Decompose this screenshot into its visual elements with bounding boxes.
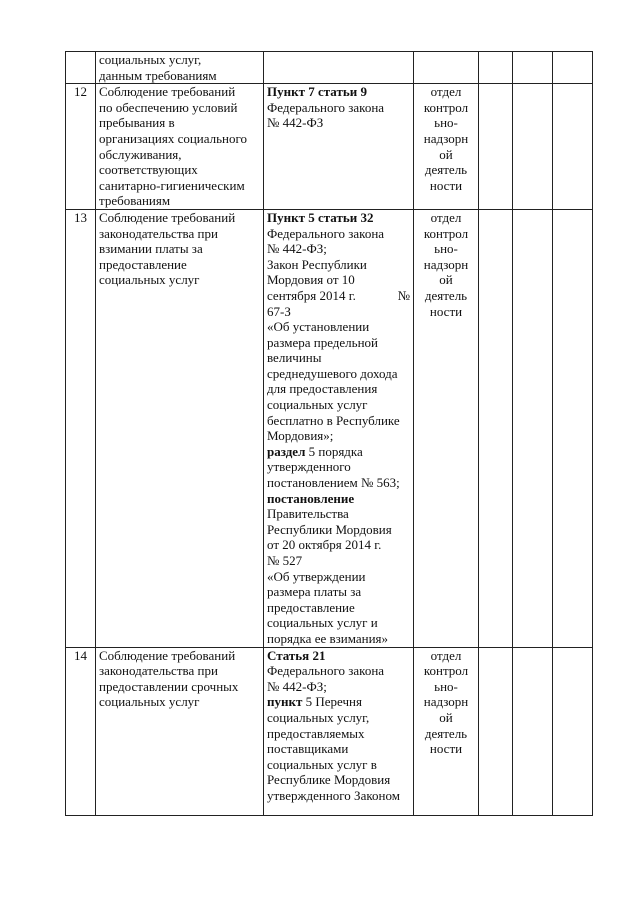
requirement-line: Соблюдение требований [99, 84, 236, 100]
row-number: 14 [74, 647, 87, 663]
legal-basis-line [267, 710, 410, 726]
requirement-cell [96, 52, 264, 84]
requirement-line: социальных услуг, [99, 52, 202, 67]
legal-basis-text: порядка ее взимания» [267, 630, 389, 646]
requirement-line: организациях социального [99, 130, 248, 146]
legal-basis-line [267, 366, 410, 382]
department-line: ности [429, 303, 463, 319]
department-cell [414, 52, 479, 84]
department-line: отдел [430, 647, 462, 663]
row-number: 13 [74, 209, 87, 225]
legal-basis-line [267, 757, 410, 773]
department-line: деятель [424, 162, 468, 178]
legal-basis-line [267, 569, 410, 585]
legal-basis-text: социальных услуг и [267, 615, 378, 631]
legal-basis-line [267, 553, 410, 569]
department-line: надзорн [423, 694, 469, 710]
empty-cell [479, 84, 513, 210]
department-line: ности [429, 741, 463, 757]
department-line: ьно- [434, 678, 458, 694]
empty-cell [553, 647, 593, 815]
legal-basis-bold: пункт [267, 694, 303, 710]
legal-basis-bold: Пункт 7 статьи 9 [267, 84, 367, 100]
legal-basis-line [267, 726, 410, 742]
department-line: деятель [424, 287, 468, 303]
requirement-line: данным требованиям [99, 67, 217, 83]
requirement-line: обслуживания, [99, 146, 182, 162]
legal-basis-text: социальных услуг, [267, 709, 370, 725]
requirement-line: Соблюдение требований [99, 209, 236, 225]
legal-basis-text: величины [267, 350, 322, 366]
requirement-line: законодательства при [99, 225, 218, 241]
table-row [66, 209, 593, 647]
legal-basis-text: Мордовия»; [267, 428, 334, 444]
legal-basis-text: для предоставления [267, 381, 378, 397]
department-line: деятель [424, 725, 468, 741]
legal-basis-text: Федерального закона [267, 663, 385, 679]
department-line: отдел [430, 84, 462, 100]
legal-basis-bold: Статья 21 [267, 647, 326, 663]
legal-basis-line [267, 631, 410, 647]
legal-basis-text: предоставляемых [267, 725, 365, 741]
legal-basis-line [267, 210, 410, 226]
requirement-cell [96, 84, 264, 210]
legal-basis-text: размера предельной [267, 334, 379, 350]
legal-basis-text: Республике Мордовия [267, 772, 391, 788]
requirement-cell [96, 209, 264, 647]
legal-basis-line [267, 584, 410, 600]
legal-basis-text: постановлением № 563; [267, 475, 400, 491]
empty-cell [479, 647, 513, 815]
legal-basis-text: предоставление [267, 599, 355, 615]
requirement-line: соответствующих [99, 162, 198, 178]
legal-basis-text: 5 порядка [305, 443, 363, 459]
legal-basis-line [267, 241, 410, 257]
legal-basis-line [267, 741, 410, 757]
empty-cell [553, 84, 593, 210]
legal-basis-line [267, 428, 410, 444]
legal-basis-line [267, 444, 410, 460]
table-row [66, 84, 593, 210]
empty-cell [553, 52, 593, 84]
empty-cell [513, 84, 553, 210]
empty-cell [479, 209, 513, 647]
requirement-cell [96, 647, 264, 815]
legal-basis-line [267, 648, 410, 664]
legal-basis-line [267, 694, 410, 710]
legal-basis-text: Республики Мордовия [267, 521, 392, 537]
legal-basis-line [267, 288, 410, 304]
legal-basis-text: сентября 2014 г. [267, 287, 356, 303]
legal-basis-text: № 442-ФЗ [267, 115, 324, 131]
department-line: надзорн [423, 130, 469, 146]
empty-cell [479, 52, 513, 84]
row-number-cell [66, 84, 96, 210]
legal-basis-cell [264, 84, 414, 210]
department-line: контрол [423, 225, 469, 241]
requirement-line: законодательства при [99, 663, 218, 679]
legal-basis-text: социальных услуг [267, 397, 368, 413]
requirement-line: Соблюдение требований [99, 647, 236, 663]
legal-basis-cell [264, 209, 414, 647]
inspection-requirements-table [65, 51, 593, 816]
legal-basis-line [267, 115, 410, 131]
department-line: ьно- [434, 115, 458, 131]
legal-basis-text: «Об установлении [267, 319, 370, 335]
requirement-line: требованиям [99, 193, 171, 209]
legal-basis-text: 67-З [267, 303, 291, 319]
legal-basis-bold: Пункт 5 статьи 32 [267, 209, 374, 225]
table-row [66, 52, 593, 84]
legal-basis-line [267, 226, 410, 242]
legal-basis-bold: раздел [267, 443, 306, 459]
legal-basis-text: Федерального закона [267, 99, 385, 115]
legal-basis-line [267, 679, 410, 695]
legal-basis-line [267, 459, 410, 475]
requirement-line: предоставление [99, 256, 187, 272]
legal-basis-text: от 20 октября 2014 г. [267, 537, 382, 553]
legal-basis-text: «Об утверждении [267, 568, 366, 584]
legal-basis-line [267, 772, 410, 788]
legal-basis-text: социальных услуг в [267, 756, 377, 772]
legal-basis-right: № [397, 287, 410, 303]
legal-basis-line [267, 475, 410, 491]
legal-basis-text: Закон Республики [267, 256, 367, 272]
legal-basis-text: № 527 [267, 553, 303, 568]
requirement-line: социальных услуг [99, 272, 200, 288]
department-line: ой [439, 146, 453, 162]
legal-basis-text: № 442-ФЗ; [267, 241, 327, 257]
legal-basis-text: Федерального закона [267, 225, 385, 241]
row-number: 12 [74, 84, 87, 100]
empty-cell [553, 209, 593, 647]
row-number-cell [66, 52, 96, 84]
legal-basis-line [267, 272, 410, 288]
legal-basis-line [267, 600, 410, 616]
legal-basis-line [267, 335, 410, 351]
legal-basis-cell [264, 52, 414, 84]
legal-basis-text: № 442-ФЗ; [267, 678, 327, 694]
legal-basis-line [267, 788, 410, 804]
legal-basis-line [267, 506, 410, 522]
legal-basis-text: размера платы за [267, 584, 362, 600]
empty-cell [513, 209, 553, 647]
legal-basis-line [267, 100, 410, 116]
legal-basis-line [267, 413, 410, 429]
legal-basis-line [267, 537, 410, 553]
empty-cell [513, 52, 553, 84]
department-line: ой [439, 709, 453, 725]
legal-basis-text: поставщиками [267, 741, 349, 757]
department-line: надзорн [423, 256, 469, 272]
legal-basis-text: Правительства [267, 506, 349, 522]
requirement-line: предоставлении срочных [99, 678, 239, 694]
table-row [66, 647, 593, 815]
row-number-cell [66, 209, 96, 647]
legal-basis-bold: постановление [267, 490, 355, 506]
department-cell [414, 209, 479, 647]
legal-basis-line [267, 615, 410, 631]
department-line: отдел [430, 209, 462, 225]
legal-basis-line [267, 350, 410, 366]
department-cell [414, 84, 479, 210]
legal-basis-text: бесплатно в Республике [267, 412, 400, 428]
legal-basis-text: 5 Перечня [302, 694, 362, 710]
requirement-line: социальных услуг [99, 694, 200, 710]
requirement-line: пребывания в [99, 115, 175, 131]
legal-basis-text: утвержденного [267, 459, 351, 475]
legal-basis-line [267, 319, 410, 335]
empty-cell [513, 647, 553, 815]
department-line: ности [429, 177, 463, 193]
legal-basis-line [267, 381, 410, 397]
row-number-cell [66, 647, 96, 815]
legal-basis-line [267, 84, 410, 100]
department-line: контрол [423, 99, 469, 115]
table-body [66, 52, 593, 816]
legal-basis-line [267, 397, 410, 413]
legal-basis-text: утвержденного Законом [267, 787, 400, 803]
department-line: ой [439, 272, 453, 288]
legal-basis-line [267, 522, 410, 538]
requirement-line: взимании платы за [99, 241, 203, 257]
legal-basis-text: среднедушевого дохода [267, 365, 398, 381]
requirement-line: по обеспечению условий [99, 99, 238, 115]
department-line: контрол [423, 663, 469, 679]
legal-basis-line [267, 304, 410, 320]
legal-basis-cell [264, 647, 414, 815]
department-cell [414, 647, 479, 815]
department-line: ьно- [434, 241, 458, 257]
legal-basis-line [267, 257, 410, 273]
legal-basis-text: Мордовия от 10 [267, 272, 355, 288]
legal-basis-line [267, 663, 410, 679]
legal-basis-line [267, 491, 410, 507]
requirement-line: санитарно-гигиеническим [99, 177, 245, 193]
